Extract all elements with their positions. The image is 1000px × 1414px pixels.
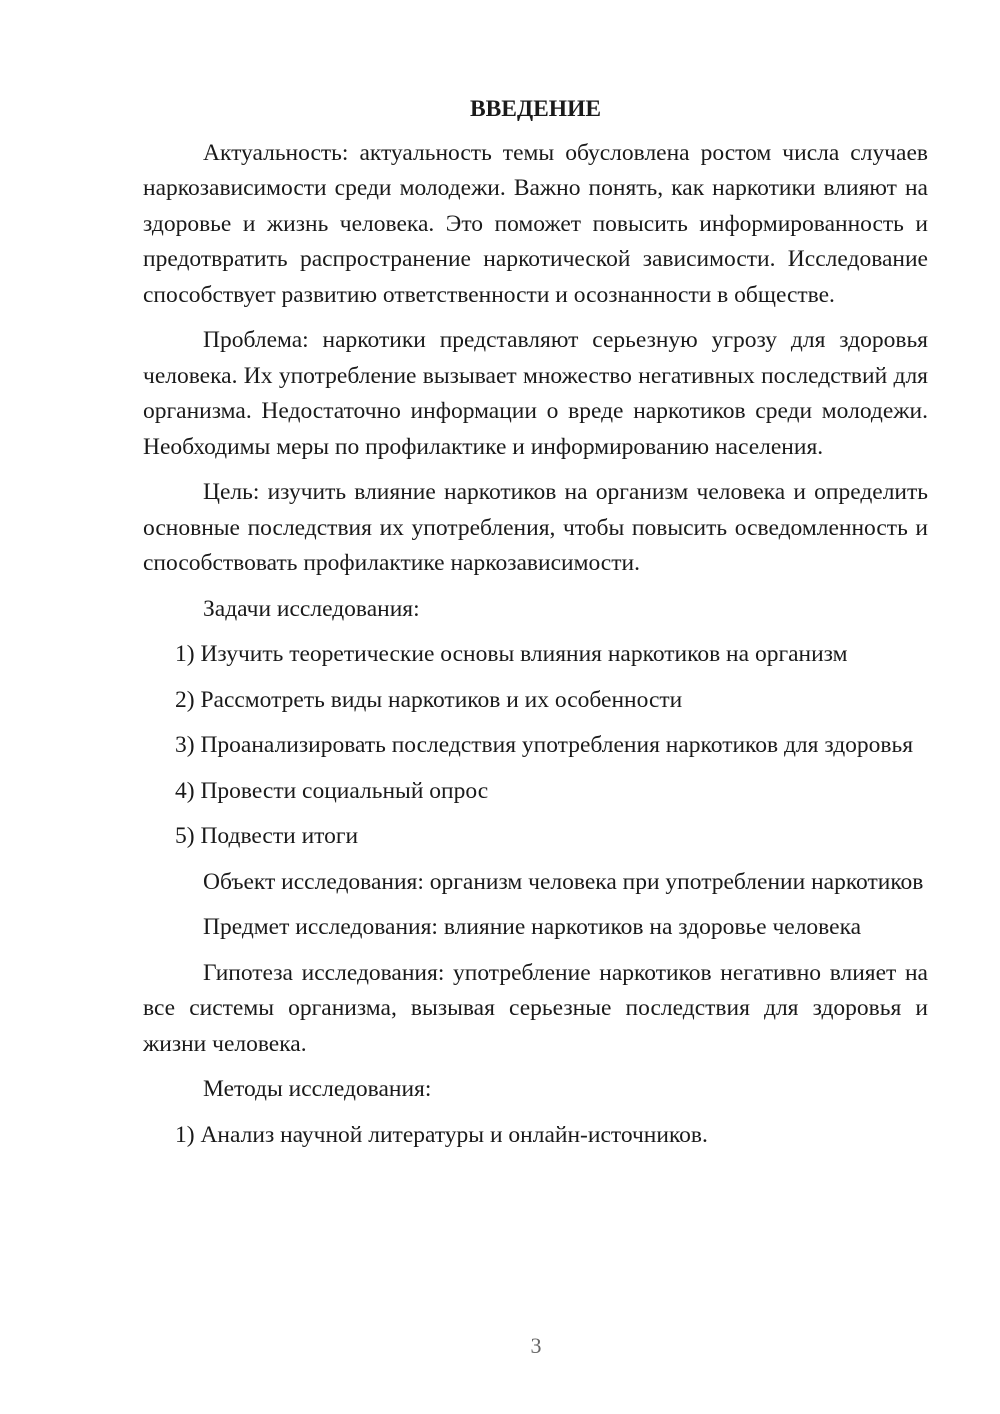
- task-item-5: 5) Подвести итоги: [175, 823, 359, 849]
- paragraph-goal: Цель: изучить влияние наркотиков на организм человека и определить основные последствия их употребления, чтобы повысить осведомленность и способствовать профилактике наркозависимости.: [143, 479, 928, 576]
- paragraph-subject: Предмет исследования: влияние наркотиков на здоровье человека: [203, 914, 862, 940]
- paragraph-object: Объект исследования: организм человека при употреблении наркотиков: [203, 868, 924, 895]
- tasks-heading: Задачи исследования:: [203, 595, 420, 622]
- task-item-1: 1) Изучить теоретические основы влияния наркотиков на организм: [175, 641, 848, 667]
- method-item-1: 1) Анализ научной литературы и онлайн-источников.: [175, 1121, 708, 1148]
- section-title: ВВЕДЕНИЕ: [469, 96, 602, 122]
- page-content: [143, 92, 928, 1163]
- task-item-3: 3) Проанализировать последствия употребления наркотиков для здоровья: [175, 732, 914, 758]
- page-number: 3: [530, 1333, 542, 1358]
- paragraph-hypothesis: Гипотеза исследования: употребление наркотиков негативно влияет на все системы организма, вызывая серьезные последствия для здоровья и жизни человека.: [143, 959, 928, 1057]
- paragraph-relevance: Актуальность: актуальность темы обусловлена ростом числа случаев наркозависимости среди молодежи. Важно понять, как наркотики влияют на здоровье и жизнь человека. Это поможет повысить информированность и предотвратить распространение наркотической зависимости. Исследование способствует развитию ответственности и осознанности в обществе.: [143, 139, 928, 308]
- task-item-2: 2) Рассмотреть виды наркотиков и их особенности: [175, 686, 683, 713]
- paragraph-problem: Проблема: наркотики представляют серьезную угрозу для здоровья человека. Их употребление вызывает множество негативных последствий для организма. Недостаточно информации о вреде наркотиков среди молодежи. Необходимы меры по профилактике и информированию населения.: [143, 327, 928, 460]
- methods-heading: Методы исследования:: [203, 1076, 432, 1102]
- task-item-4: 4) Провести социальный опрос: [175, 777, 489, 804]
